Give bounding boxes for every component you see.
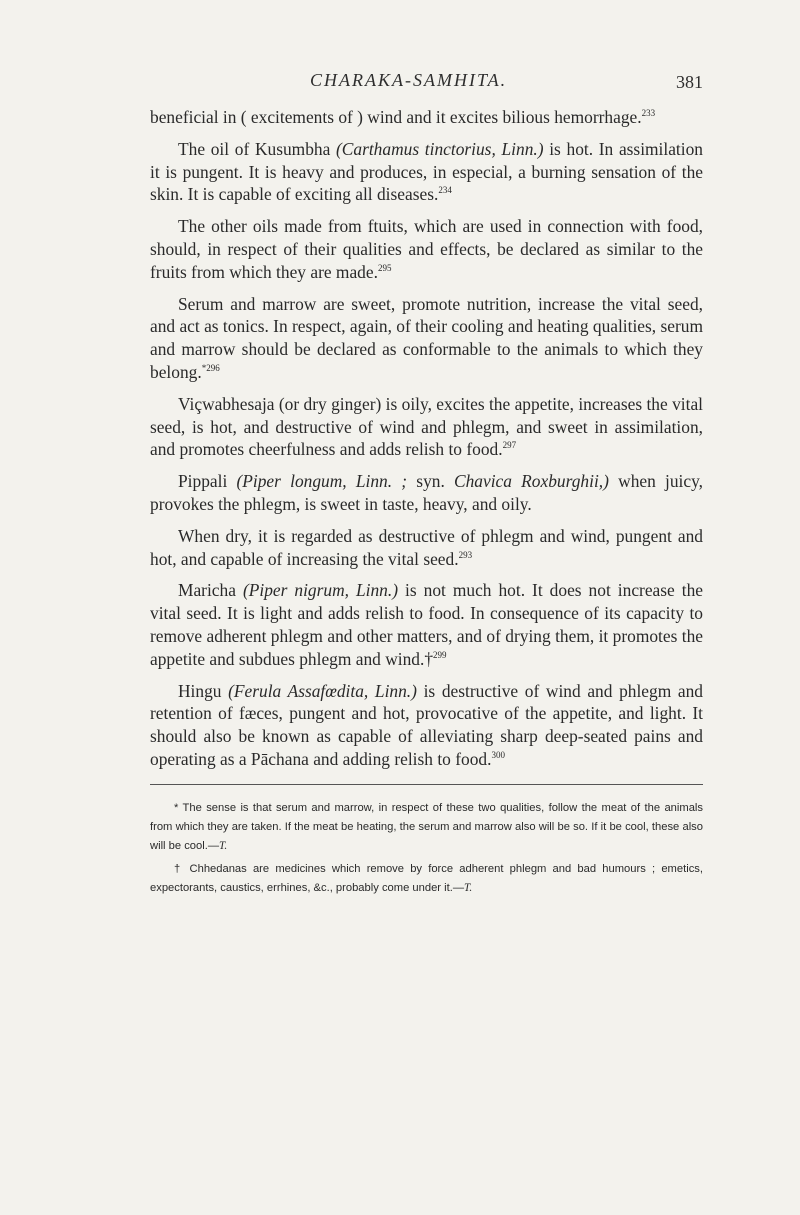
botanical-name: (Ferula Assafœdita, Linn.)	[228, 680, 417, 701]
botanical-name: (Piper longum, Linn. ;	[236, 471, 408, 492]
footnote-dagger: † Chhedanas are medicines which remove by force adherent phlegm and bad humours ; emetics, expectorants, caustics, errhines, &c., probably come under it.—T.	[150, 862, 703, 894]
page-number: 381	[676, 72, 703, 92]
reference-number: 299	[433, 649, 447, 660]
translator-signature: T.	[219, 839, 228, 852]
running-head	[150, 70, 703, 106]
paragraph-viswabhesaja: Viçwabhesaja (or dry ginger) is oily, excites the appetite, increases the vital seed, is hot, and destructive of wind and phlegm, and sweet in assimilation, and promotes cheerfulness and adds relish to food.$^{297}$	[150, 393, 703, 460]
footnote-divider	[150, 784, 703, 785]
botanical-name: (Carthamus tinctorius, Linn.)	[336, 138, 544, 159]
reference-number: 293	[458, 549, 473, 560]
reference-number: 295	[377, 262, 392, 273]
running-title: CHARAKA-SAMHITA.	[310, 70, 508, 90]
paragraph-fruit-oils: The other oils made from ftuits, which are used in connection with food, should, in respect of their qualities and effects, be declared as similar to the fruits from which they are made.$^{295}$	[150, 216, 703, 282]
botanical-synonym: Chavica Roxburghii,)	[454, 471, 609, 492]
book-page	[150, 70, 703, 902]
paragraph-hingu: Hingu (Ferula Assafœdita, Linn.) is destructive of wind and phlegm and retention of fæces, pungent and hot, provocative of the appetite, and light. It should also be known as capable of alleviating sharp deep-seated pains and operating as a Pāchana and adding relish to food.$^{300}$	[150, 680, 703, 769]
footnotes	[150, 799, 703, 898]
body-text	[150, 106, 703, 771]
reference-number: 297	[502, 440, 517, 451]
footnote-asterisk: * The sense is that serum and marrow, in respect of these two qualities, follow the meat of the animals from which they are taken. If the meat be heating, the serum and marrow also will be so. If it be cool, these also will be cool.—T.	[150, 801, 703, 852]
paragraph-serum-marrow: Serum and marrow are sweet, promote nutrition, increase the vital seed, and act as tonics. In respect, again, of their cooling and heating qualities, serum and marrow should be declared as conformable to the animals to which they belong.$^{*296}$	[150, 293, 703, 382]
paragraph-pippali: Pippali (Piper longum, Linn. ; syn. Chavica Roxburghii,) when juicy, provokes the phlegm, is sweet in taste, heavy, and oily.	[150, 471, 703, 514]
translator-signature: T.	[464, 881, 473, 894]
paragraph-kusumbha: The oil of Kusumbha (Carthamus tinctorius, Linn.) is hot. In assimilation it is pungent. It is heavy and produces, in especial, a burning sensation of the skin. It is capable of exciting all diseases.$^{234}$	[150, 138, 703, 205]
reference-number: 300	[491, 749, 505, 760]
botanical-name: (Piper nigrum, Linn.)	[242, 580, 399, 601]
reference-number: 234	[438, 185, 452, 196]
reference-number: *296	[201, 362, 220, 373]
paragraph-maricha: Maricha (Piper nigrum, Linn.) is not much hot. It does not increase the vital seed. It is light and adds relish to food. In consequence of its capacity to remove adherent phlegm and other matters, and of drying them, it promotes the appetite and subdues phlegm and wind.†$^{299}$	[150, 580, 703, 669]
paragraph-pippali-dry: When dry, it is regarded as destructive of phlegm and wind, pungent and hot, and capable of increasing the vital seed.$^{293}$	[150, 525, 703, 569]
reference-number: 233	[641, 108, 656, 118]
paragraph-continuation: beneficial in ( excitements of ) wind and it excites bilious hemorrhage.$^{233}$	[150, 107, 656, 127]
